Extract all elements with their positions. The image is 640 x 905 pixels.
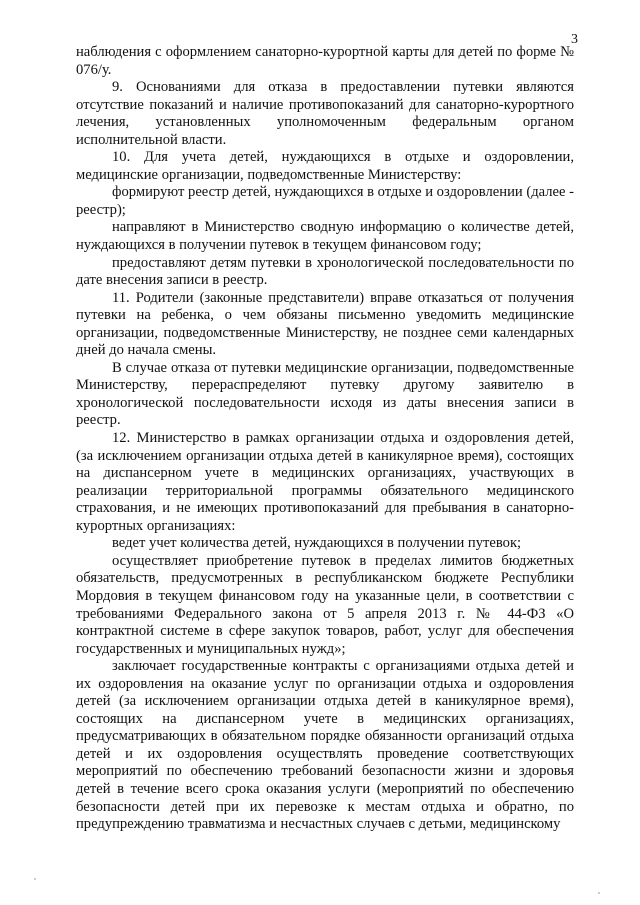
paragraph-9: 9. Основаниями для отказа в предоставлении путевки являются отсутствие показаний и наличие противопоказаний для санаторно-курортного лечения, установленных уполномоченным федеральным органом исполнительной власти. [76,79,574,148]
document-body [76,44,574,834]
paragraph-12-item-purchase: осуществляет приобретение путевок в пределах лимитов бюджетных обязательств, предусмотренных в республиканском бюджете Республики Мордовия в текущем финансовом году на указанные цели, в соответствии с требованиями Федерального закона от 5 апреля 2013 г. № 44-ФЗ «О контрактной системе в сфере закупок товаров, работ, услуг для обеспечения государственных и муниципальных нужд»; [76,552,574,657]
paragraph-8-continuation: наблюдения с оформлением санаторно-курортной карты для детей по форме № 076/у. [76,44,574,78]
paragraph-11: 11. Родители (законные представители) вправе отказаться от получения путевки на ребенка, о чем обязаны письменно уведомить медицинские организации, подведомственные Министерству, не позднее семи календарных дней до начала смены. [76,289,574,359]
paragraph-12-item-accounting: ведет учет количества детей, нуждающихся в получении путевок; [112,535,522,552]
paragraph-10-item-report: направляют в Министерство сводную информацию о количестве детей, нуждающихся в получении путевок в текущем финансовом году; [76,219,574,254]
paragraph-11-refusal: В случае отказа от путевки медицинские организации, подведомственные Министерству, перераспределяют путевку другому заявителю в хронологической последовательности исходя из даты внесения записи в реестр. [76,359,574,429]
paragraph-10-item-vouchers: предоставляют детям путевки в хронологической последовательности по дате внесения записи в реестр. [76,254,574,289]
paragraph-10: 10. Для учета детей, нуждающихся в отдыхе и оздоровлении, медицинские организации, подведомственные Министерству: [76,149,574,183]
scan-speck [34,878,36,880]
paragraph-12: 12. Министерство в рамках организации отдыха и оздоровления детей, (за исключением организации отдыха детей в каникулярное время), состоящих на диспансерном учете в медицинских организациях, участвующих в реализации территориальной программы обязательного медицинского страхования, и не имеющих противопоказаний для пребывания в санаторно-курортных организациях: [76,430,574,534]
paragraph-12-item-contracts: заключает государственные контракты с организациями отдыха детей и их оздоровления на оказание услуг по организации отдыха и оздоровления детей (за исключением организации отдыха детей в каникулярное время), состоящих на диспансерном учете в медицинских организациях, предусматривающих в обязательном порядке обязанности организаций отдыха детей и их оздоровления осуществлять проведение соответствующих мероприятий по обеспечению требований безопасности жизни и здоровья детей в течение всего срока оказания услуги (мероприятий по обеспечению безопасности детей при их перевозке к местам отдыха и обратно, по предупреждению травматизма и несчастных случаев с детьми, медицинскому [76,658,574,833]
paragraph-10-item-register: формируют реестр детей, нуждающихся в отдыхе и оздоровлении (далее - реестр); [76,184,574,218]
scan-speck [598,892,600,894]
page-number: 3 [571,32,578,47]
